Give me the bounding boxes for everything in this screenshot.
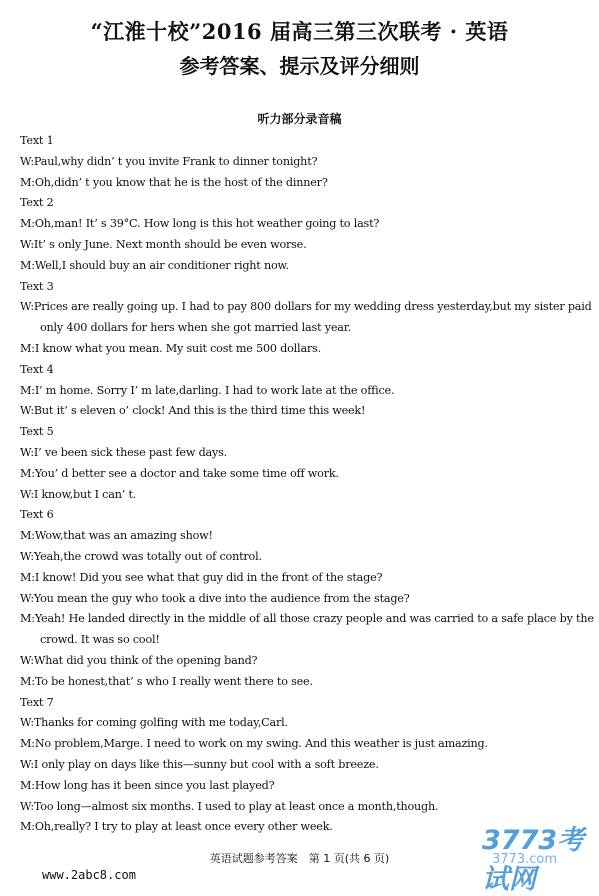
text-heading: Text 6: [20, 508, 54, 522]
dialogue-line: W:What did you think of the opening band?: [20, 653, 258, 667]
dialogue-line: M:How long has it been since you last played?: [20, 778, 275, 792]
dialogue-line: W:I only play on days like this—sunny but cool with a soft breeze.: [20, 757, 379, 771]
dialogue-line: M:Oh,man! It’ s 39°C. How long is this hot weather going to last?: [20, 217, 380, 231]
dialogue-line: W:But it’ s eleven o’ clock! And this is the third time this week!: [20, 404, 366, 418]
dialogue-line: M:I know! Did you see what that guy did in the front of the stage?: [20, 570, 383, 584]
dialogue-line: M:I know what you mean. My suit cost me 500 dollars.: [20, 341, 321, 355]
dialogue-line: W:You mean the guy who took a dive into the audience from the stage?: [20, 591, 410, 605]
dialogue-line: M:I’ m home. Sorry I’ m late,darling. I had to work late at the office.: [20, 383, 395, 397]
watermark-main: 3773考试网: [482, 825, 585, 895]
dialogue-line: M:You’ d better see a doctor and take some time off work.: [20, 466, 339, 480]
watermark-sub: 3773.com: [492, 852, 557, 867]
dialogue-line: M:To be honest,that’ s who I really went there to see.: [20, 674, 313, 688]
text-heading: Text 2: [20, 196, 54, 210]
dialogue-line: M:Yeah! He landed directly in the middle of all those crazy people and was carried to a safe place by the crowd. It was so cool!: [20, 612, 594, 647]
text-heading: Text 3: [20, 279, 54, 293]
text-heading: Text 1: [20, 134, 54, 147]
dialogue-line: W:It’ s only June. Next month should be even worse.: [20, 237, 307, 251]
text-heading: Text 5: [20, 425, 54, 439]
dialogue-line: W:Thanks for coming golfing with me today,Carl.: [20, 716, 288, 730]
watermark-logo: [482, 818, 594, 895]
dialogue-line: W:Too long—almost six months. I used to play at least once a month,though.: [20, 799, 439, 813]
dialogue-line: W:Prices are really going up. I had to pay 800 dollars for my wedding dress yesterday,but my sister paid only 400 dollars for hers when she got married last year.: [20, 300, 592, 335]
document-title: “江淮十校”2016 届高三第三次联考 · 英语: [90, 19, 509, 44]
site-url: www.2abc8.com: [42, 868, 136, 882]
dialogue-line: W:I’ ve been sick these past few days.: [20, 445, 228, 459]
dialogue-line: M:No problem,Marge. I need to work on my swing. And this weather is just amazing.: [20, 737, 488, 751]
dialogue-line: W:Paul,why didn’ t you invite Frank to dinner tonight?: [20, 154, 318, 168]
section-title: 听力部分录音稿: [257, 112, 342, 126]
document-subtitle: 参考答案、提示及评分细则: [179, 54, 420, 78]
dialogue-line: W:I know,but I can’ t.: [20, 487, 137, 501]
dialogue-line: M:Well,I should buy an air conditioner right now.: [20, 258, 289, 272]
dialogue-line: W:Yeah,the crowd was totally out of control.: [20, 549, 262, 563]
text-heading: Text 7: [20, 695, 54, 709]
page-footer: 英语试题参考答案 第 1 页(共 6 页): [209, 852, 390, 865]
dialogue-line: M:Wow,that was an amazing show!: [20, 529, 213, 543]
dialogue-line: M:Oh,really? I try to play at least once every other week.: [20, 820, 333, 834]
dialogue-line: M:Oh,didn’ t you know that he is the host of the dinner?: [20, 175, 328, 189]
transcript: [20, 131, 594, 838]
text-heading: Text 4: [20, 362, 54, 376]
